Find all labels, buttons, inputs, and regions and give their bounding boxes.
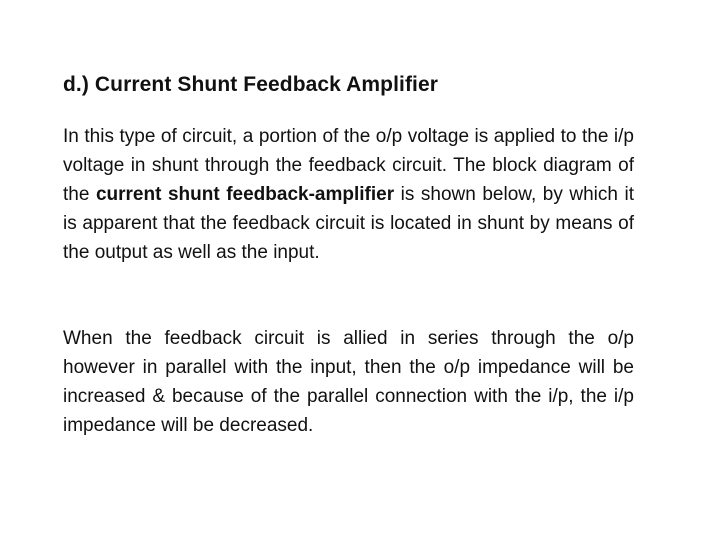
slide-title: d.) Current Shunt Feedback Amplifier bbox=[63, 73, 439, 96]
paragraph-1-text-start: In this type of circuit, a portion of the o/p voltage is applied to the i/p voltage in shunt through the feedback circuit. The block diagram of the bbox=[63, 126, 634, 205]
paragraph-1-text-end: is shown below, by which it is apparent that the feedback circuit is located in shunt by means of the output as well as the input. bbox=[63, 184, 634, 263]
paragraph-2: When the feedback circuit is allied in series through the o/p however in parallel with the input, then the o/p impedance will be increased & because of the parallel connection with the i/p, the i/p impedance will be decreased. bbox=[63, 328, 634, 436]
paragraph-1 bbox=[63, 122, 634, 267]
paragraph-1-bold-term: current shunt feedback-amplifier bbox=[95, 184, 395, 205]
